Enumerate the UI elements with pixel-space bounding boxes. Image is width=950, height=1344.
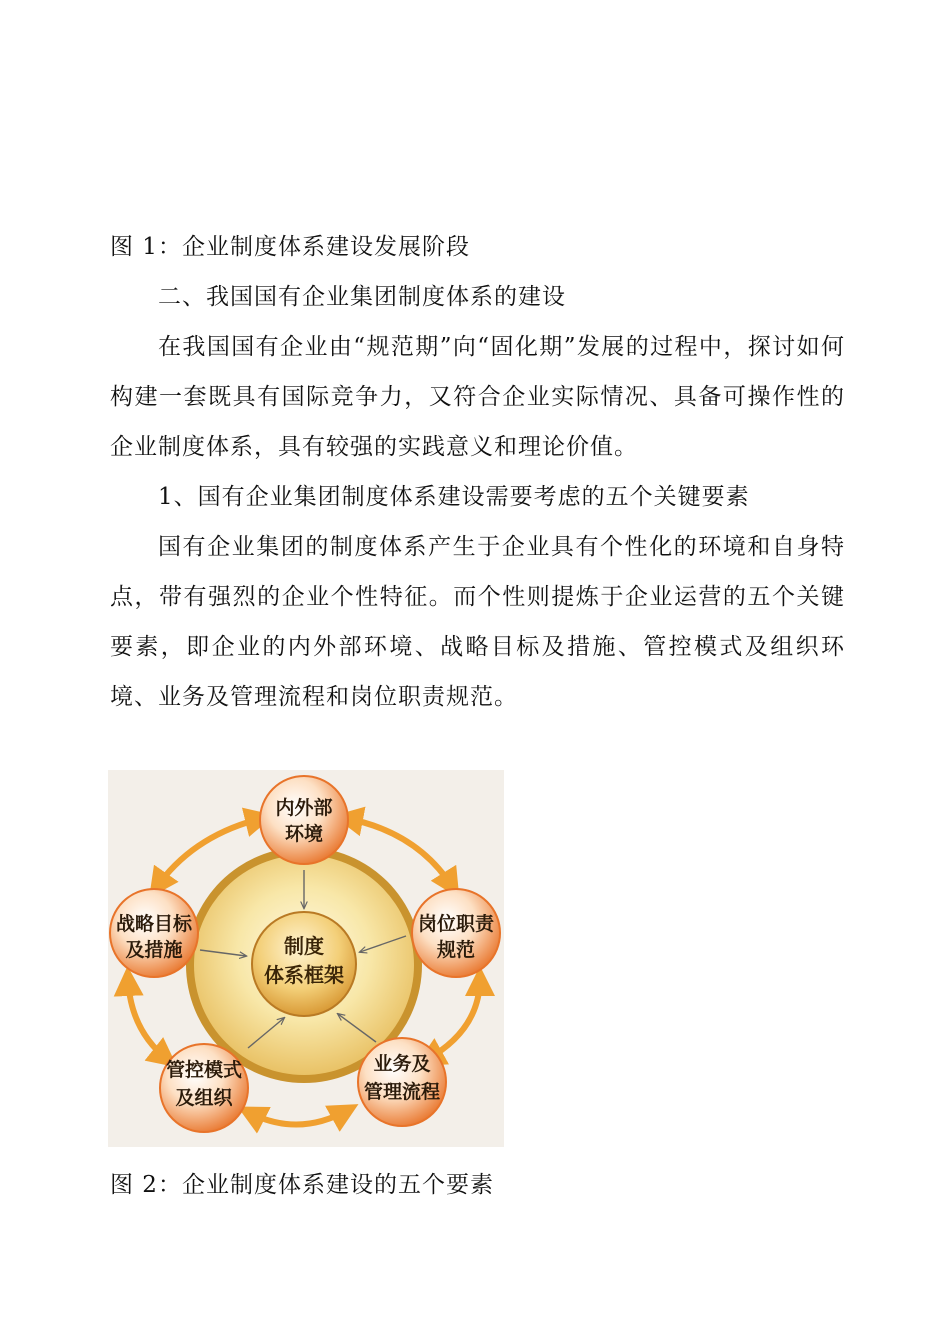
paragraph-2: 国有企业集团的制度体系产生于企业具有个性化的环境和自身特点，带有强烈的企业个性特征。而个性则提炼于企业运营的五个关键要素，即企业的内外部环境、战略目标及措施、管控模式及组织环境、业务及管理流程和岗位职责规范。 [110, 534, 845, 710]
node-control-mode-organization [160, 1044, 248, 1132]
subsection-heading: 1、国有企业集团制度体系建设需要考虑的五个关键要素 [158, 484, 750, 510]
svg-text:管理流程: 管理流程 [363, 1081, 441, 1103]
diagram-svg [108, 770, 504, 1147]
document-body [110, 222, 845, 722]
svg-text:岗位职责: 岗位职责 [417, 913, 495, 935]
svg-text:规范: 规范 [436, 939, 476, 961]
svg-text:及措施: 及措施 [125, 939, 183, 961]
svg-text:内外部: 内外部 [275, 797, 333, 819]
node-job-responsibility [412, 889, 500, 977]
center-node [252, 912, 356, 1016]
svg-text:环境: 环境 [284, 823, 324, 845]
node-business-management-process [358, 1038, 446, 1126]
node-strategic-goals [110, 889, 198, 977]
figure-1-caption: 图 1：企业制度体系建设发展阶段 [110, 234, 470, 260]
figure-2-caption: 图 2：企业制度体系建设的五个要素 [110, 1172, 494, 1198]
section-heading: 二、我国国有企业集团制度体系的建设 [158, 284, 566, 310]
center-line-2: 体系框架 [264, 963, 344, 987]
paragraph-1: 在我国国有企业由“规范期”向“固化期”发展的过程中，探讨如何构建一套既具有国际竞争力，又符合企业实际情况、具备可操作性的企业制度体系，具有较强的实践意义和理论价值。 [110, 334, 845, 460]
svg-text:管控模式: 管控模式 [165, 1059, 243, 1081]
node-internal-external-environment [260, 776, 348, 864]
svg-text:及组织: 及组织 [175, 1087, 233, 1109]
svg-text:业务及: 业务及 [373, 1053, 431, 1075]
svg-text:战略目标: 战略目标 [115, 913, 193, 935]
center-line-1: 制度 [284, 934, 324, 958]
five-elements-diagram [108, 770, 504, 1147]
